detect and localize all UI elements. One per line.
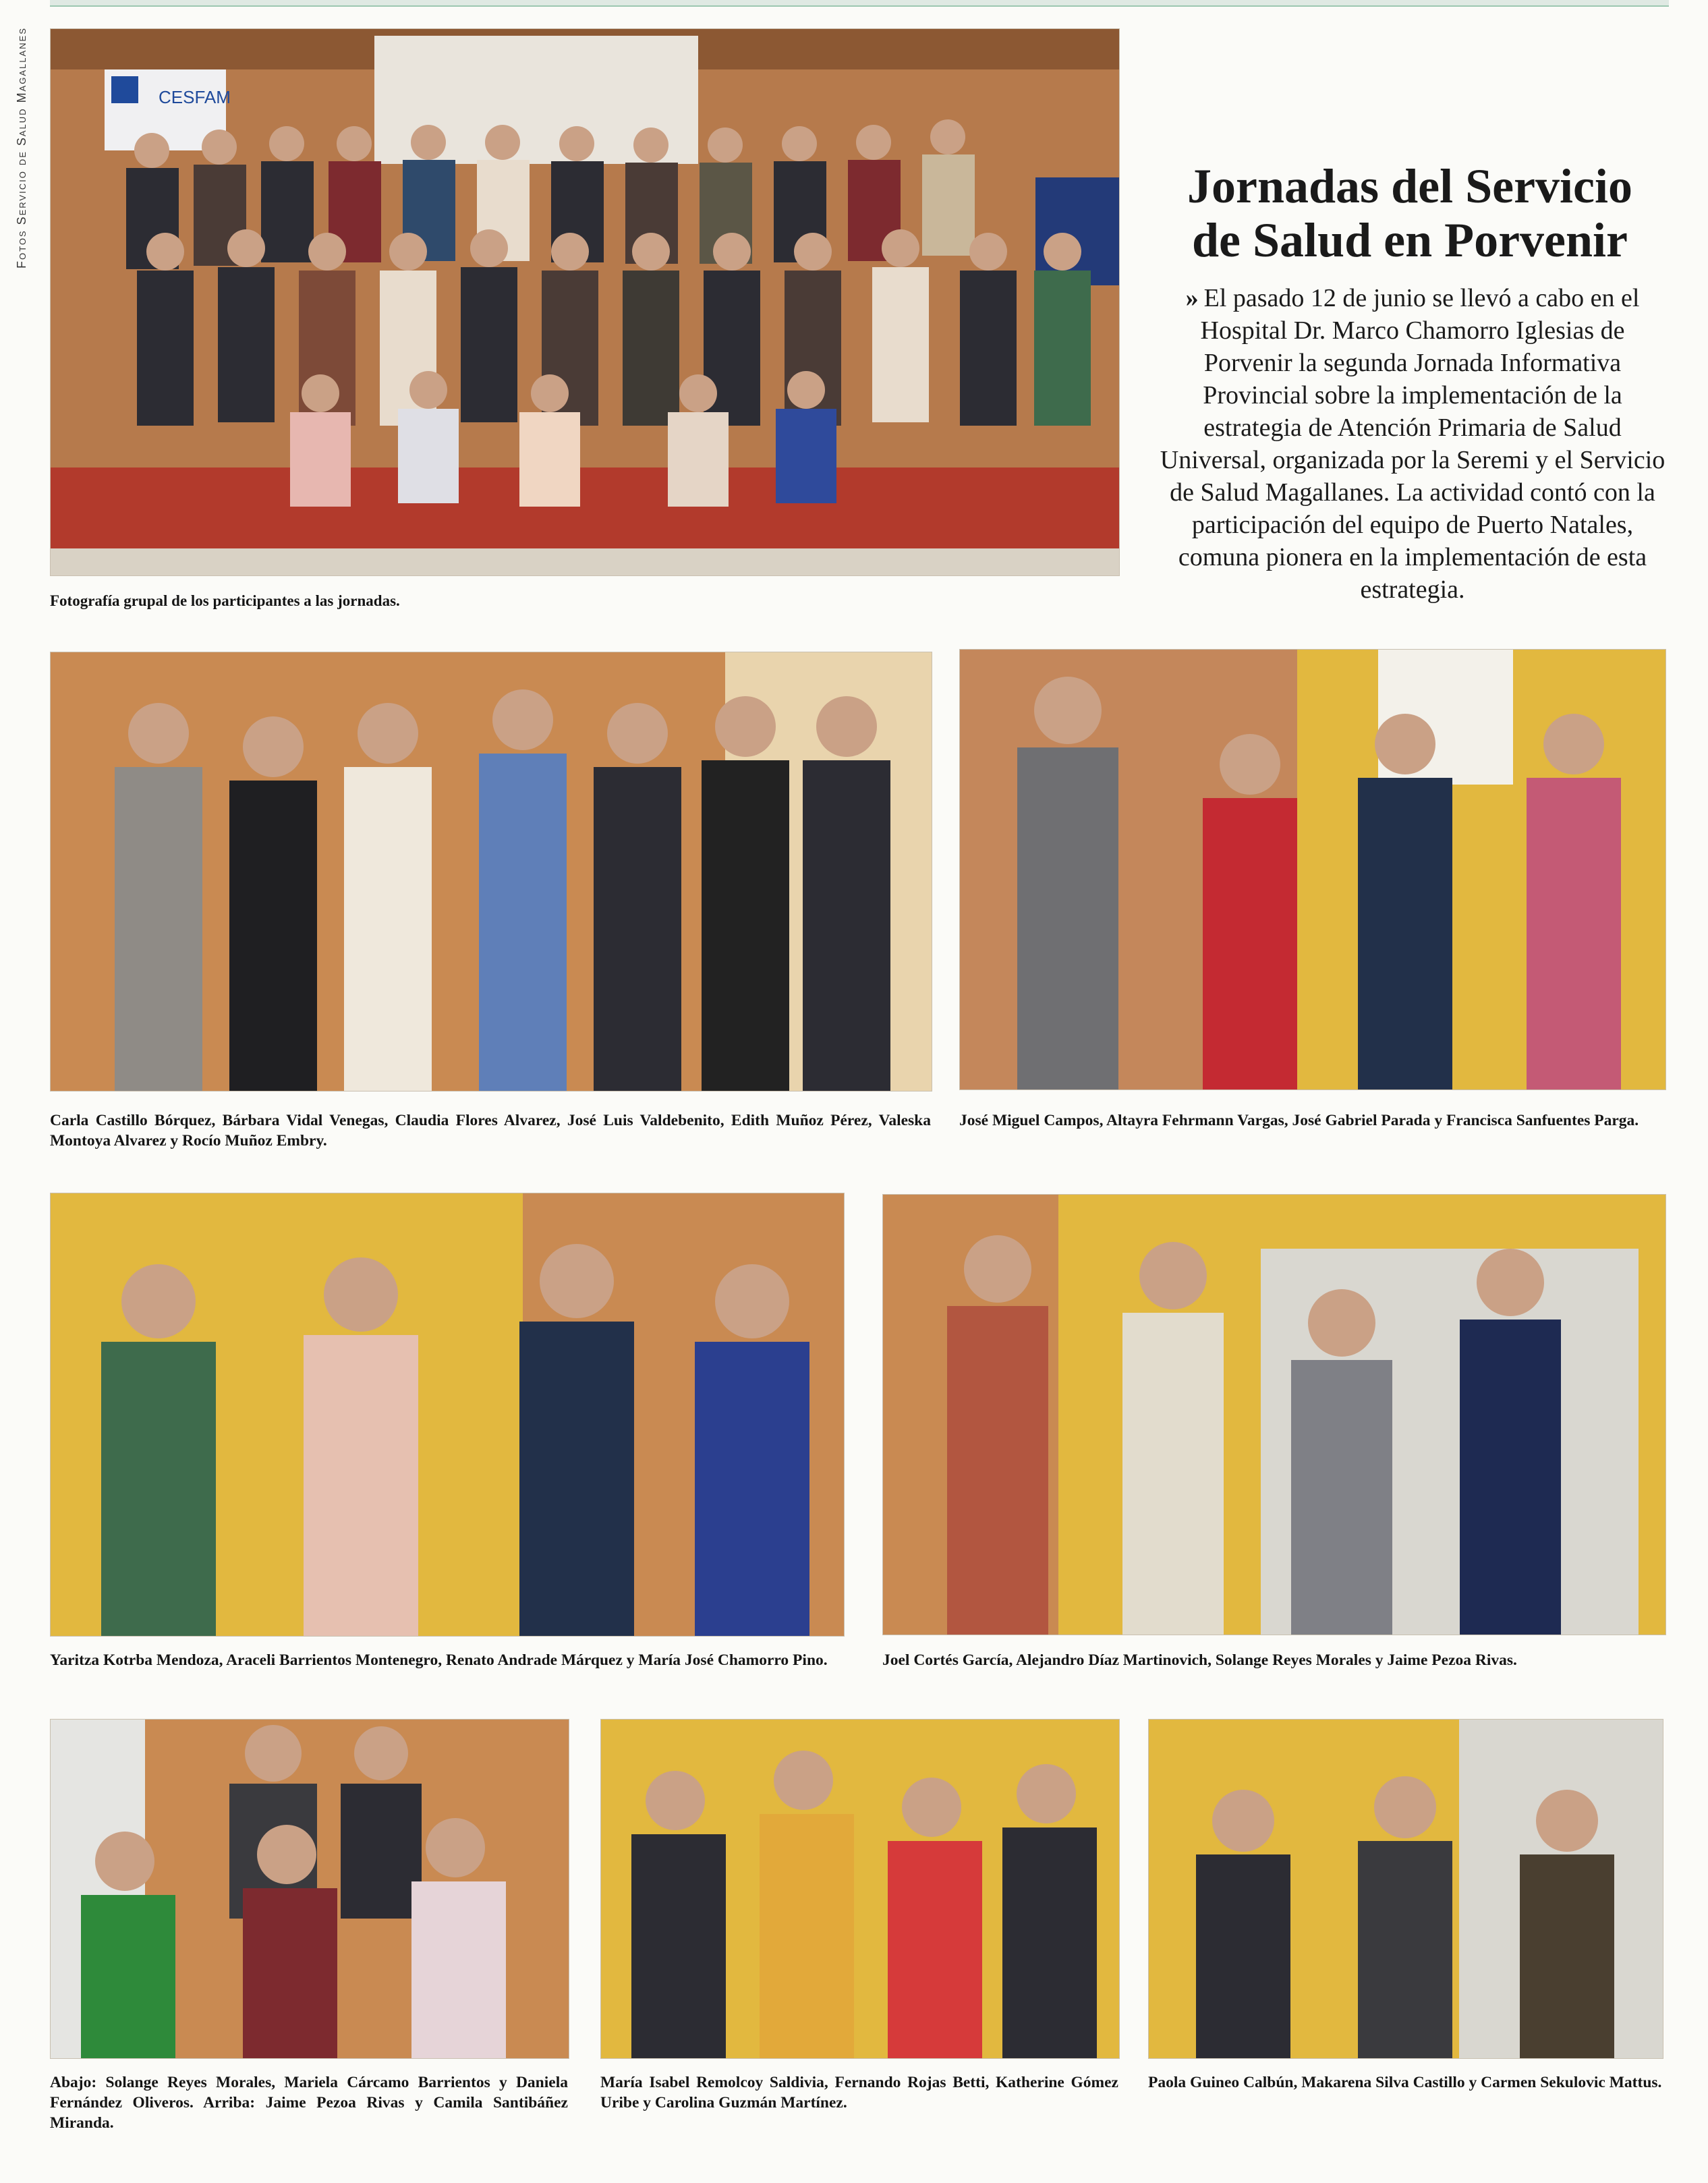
caption-row4-mid: María Isabel Remolcoy Saldivia, Fernando Rojas Betti, Katherine Gómez Uribe y Carolina Guzmán Martínez. [600,2074,1118,2111]
caption-row3-right: Joel Cortés García, Alejandro Díaz Martinovich, Solange Reyes Morales y Jaime Pezoa Rivas. [882,1651,1517,1669]
photo-row3-right-image [883,1195,1666,1635]
photo-row4-right-image [1149,1720,1663,2058]
group-photo-image [51,29,1119,575]
photo-row3-right [882,1194,1666,1635]
chevron-icon: » [1185,284,1199,312]
photo-row2-right [959,649,1666,1090]
photo-row2-left [50,652,932,1092]
article-body [1155,282,1670,606]
photo-row4-right [1148,1719,1663,2059]
photo-row2-right-image [960,650,1666,1089]
caption-row3-left: Yaritza Kotrba Mendoza, Araceli Barrientos Montenegro, Renato Andrade Márquez y María José Chamorro Pino. [50,1651,828,1669]
article-body-text: El pasado 12 de junio se llevó a cabo en el Hospital Dr. Marco Chamorro Iglesias de Porvenir la segunda Jornada Informativa Provincial sobre la implementación de la estrategia de Atención Primaria de Salud Universal, organizada por la Seremi y el Servicio de Salud Magallanes. La actividad contó con la participación del equipo de Puerto Natales, comuna pionera en la implementación de esta estrategia. [1160,284,1666,604]
article-headline [1147,159,1673,267]
photo-row4-left [50,1719,569,2059]
photo-row4-mid [600,1719,1120,2059]
photo-row4-left-image [51,1720,569,2058]
banner-text: CESFAM [159,87,231,107]
caption-row4-right: Paola Guineo Calbún, Makarena Silva Castillo y Carmen Sekulovic Mattus. [1148,2074,1662,2091]
photo-credit: Fotos Servicio de Salud Magallanes [15,27,28,268]
top-rule [50,0,1669,7]
headline-line-1: Jornadas del Servicio [1187,159,1632,213]
group-photo-caption: Fotografía grupal de los participantes a las jornadas. [50,592,400,609]
photo-row3-left [50,1193,845,1637]
photo-row3-left-image [51,1193,844,1636]
group-photo [50,28,1120,576]
caption-row2-right: José Miguel Campos, Altayra Fehrmann Vargas, José Gabriel Parada y Francisca Sanfuentes Parga. [959,1112,1639,1129]
photo-row2-left-image [51,652,932,1091]
photo-row4-mid-image [601,1720,1119,2058]
caption-row4-left: Abajo: Solange Reyes Morales, Mariela Cárcamo Barrientos y Daniela Fernández Oliveros. Arriba: Jaime Pezoa Rivas y Camila Santibáñez Miranda. [50,2074,568,2132]
headline-line-2: de Salud en Porvenir [1191,213,1628,267]
caption-row2-left: Carla Castillo Bórquez, Bárbara Vidal Venegas, Claudia Flores Alvarez, José Luis Valdebenito, Edith Muñoz Pérez, Valeska Montoya Alvarez y Rocío Muñoz Embry. [50,1112,931,1150]
